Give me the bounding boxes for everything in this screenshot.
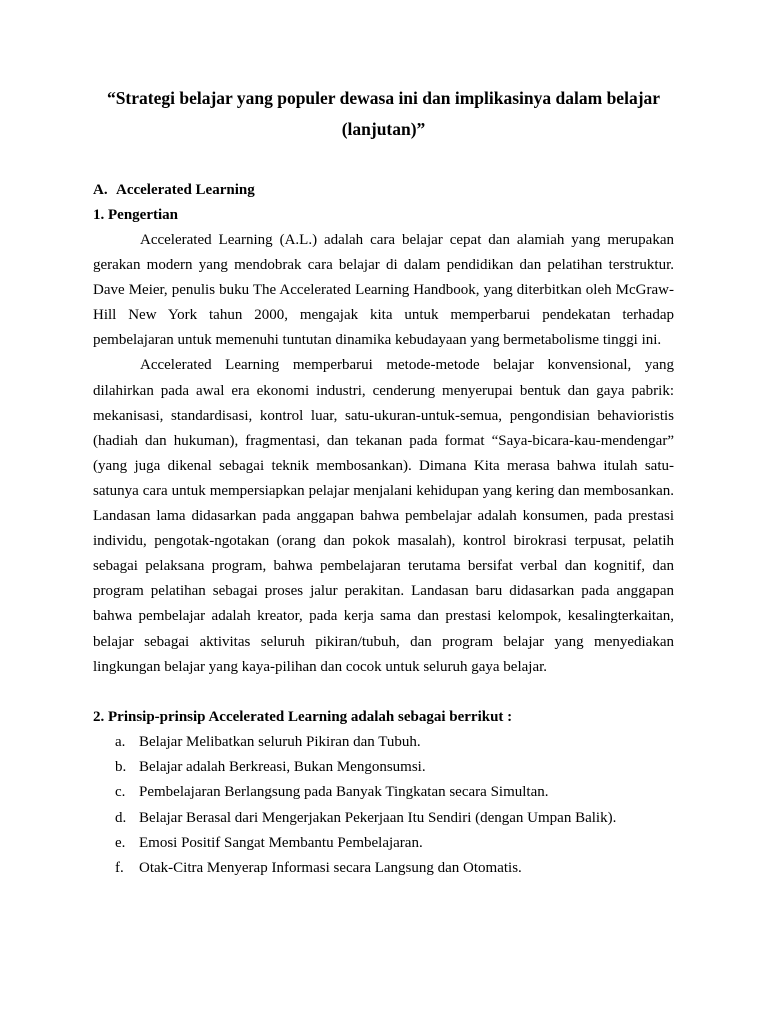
list-item-text: Otak-Citra Menyerap Informasi secara Langsung dan Otomatis.	[139, 860, 522, 877]
paragraph-2: Accelerated Learning memperbarui metode-metode belajar konvensional, yang dilahirkan pada awal era ekonomi industri, cenderung menyerupai bentuk dan gaya pabrik: mekanisasi, standardisasi, kontrol luar, satu-ukuran-untuk-semua, pengondisian behavioristis (hadiah dan hukuman), fragmentasi, dan tekanan pada format “Saya-bicara-kau-mendengar” (yang juga dikenal sebagai teknik membosankan). Dimana Kita merasa bahwa itulah satu-satunya cara untuk mempersiapkan pelajar menjalani kehidupan yang kering dan membosankan. Landasan lama didasarkan pada anggapan bahwa pembelajar adalah konsumen, pada prestasi individu, pengotak-ngotakan (orang dan pokok masalah), kontrol birokrasi terpusat, pelatih sebagai pelaksana program, bahwa pembelajaran terutama bersifat verbal dan kognitif, dan program pelatihan sebagai proses jalur perakitan. Landasan baru didasarkan pada anggapan bahwa pembelajar adalah kreator, pada kerja sama dan prestasi kelompok, kesalingterkaitan, belajar sebagai aktivitas seluruh pikiran/tubuh, dan program belajar yang menyediakan lingkungan belajar yang kaya-pilihan dan cocok untuk seluruh gaya belajar.	[93, 357, 674, 675]
section-a-heading	[93, 178, 674, 203]
list-item	[93, 730, 674, 755]
section-a-title: Accelerated Learning	[116, 182, 255, 198]
list-marker: a.	[115, 733, 126, 750]
principles-list	[93, 730, 674, 882]
list-item-text: Emosi Positif Sangat Membantu Pembelajaran.	[139, 834, 423, 851]
list-marker: d.	[115, 809, 127, 826]
document-title	[93, 83, 674, 145]
title-line-1: “Strategi belajar yang populer dewasa ini dan implikasinya dalam belajar	[106, 88, 661, 108]
list-item-text: Belajar Melibatkan seluruh Pikiran dan Tubuh.	[139, 733, 421, 750]
subsection-1-heading: 1. Pengertian	[93, 207, 178, 223]
title-line-2: (lanjutan)”	[341, 119, 426, 139]
list-item	[93, 780, 674, 805]
list-item	[93, 831, 674, 856]
list-item	[93, 806, 674, 831]
list-marker: c.	[115, 784, 126, 801]
list-marker: f.	[115, 860, 124, 877]
list-item-text: Belajar adalah Berkreasi, Bukan Mengonsumsi.	[139, 758, 426, 775]
list-marker: b.	[115, 758, 127, 775]
list-item-text: Pembelajaran Berlangsung pada Banyak Tingkatan secara Simultan.	[139, 784, 549, 801]
list-item	[93, 755, 674, 780]
list-marker: e.	[115, 834, 126, 851]
list-item-text: Belajar Berasal dari Mengerjakan Pekerjaan Itu Sendiri (dengan Umpan Balik).	[139, 809, 617, 826]
section-a-letter: A.	[93, 182, 108, 198]
list-item	[93, 856, 674, 881]
paragraph-1: Accelerated Learning (A.L.) adalah cara belajar cepat dan alamiah yang merupakan gerakan modern yang mendobrak cara belajar di dalam pendidikan dan pelatihan terstruktur. Dave Meier, penulis buku The Accelerated Learning Handbook, yang diterbitkan oleh McGraw-Hill New York tahun 2000, mengajak kita untuk memperbarui pendekatan terhadap pembelajaran untuk memenuhi tuntutan dinamika kebudayaan yang bermetabolisme tinggi ini.	[93, 232, 674, 349]
subsection-2-heading: 2. Prinsip-prinsip Accelerated Learning adalah sebagai berrikut :	[93, 708, 513, 725]
